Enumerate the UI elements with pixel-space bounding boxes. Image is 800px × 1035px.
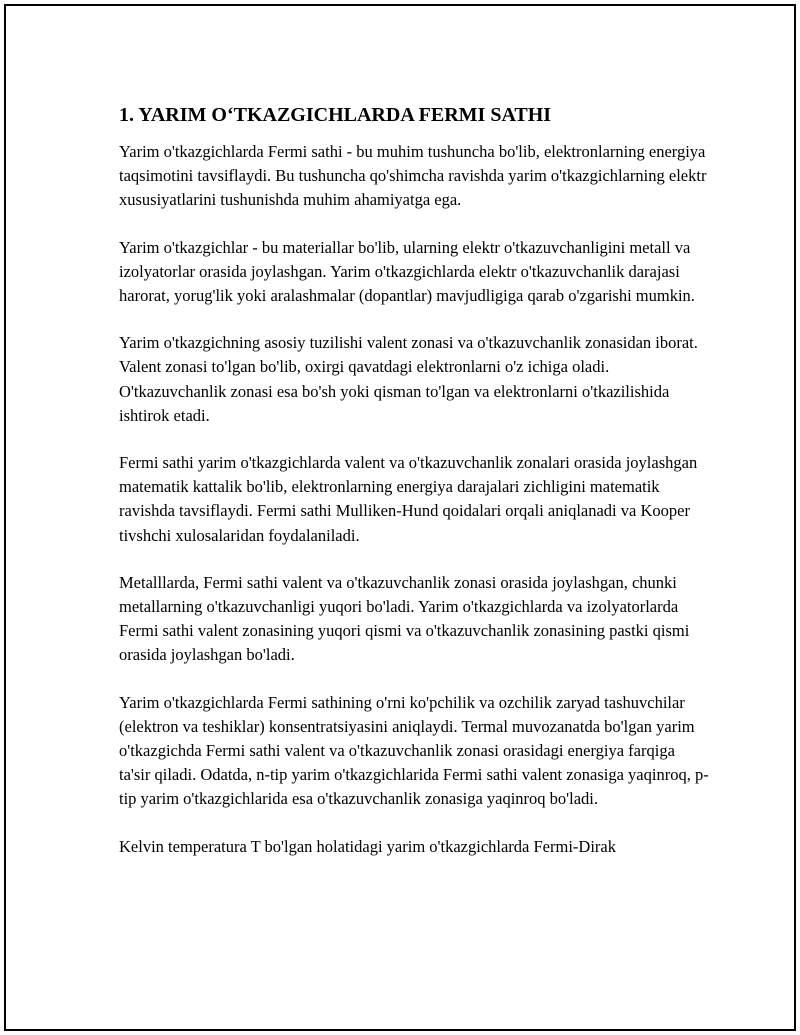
paragraph-3: Yarim o'tkazgichning asosiy tuzilishi valent zonasi va o'tkazuvchanlik zonasidan iborat. Valent zonasi to'lgan bo'lib, oxirgi qavatdagi elektronlarni o'z ichiga oladi. O'tkazuvchanlik zonasi esa bo'sh yoki qisman to'lgan va elektronlarni o'tkazilishida ishtirok etadi. bbox=[119, 333, 698, 425]
page-frame bbox=[4, 4, 796, 1031]
paragraph-7: Kelvin temperatura T bo'lgan holatidagi yarim o'tkazgichlarda Fermi-Dirak bbox=[119, 836, 616, 856]
paragraph-4: Fermi sathi yarim o'tkazgichlarda valent va o'tkazuvchanlik zonalari orasida joylashgan matematik kattalik bo'lib, elektronlarning energiya darajalari zichligini matematik ravishda tavsiflaydi. Fermi sathi Mulliken-Hund qoidalari orqali aniqlanadi va Kooper tivshchi xulosalaridan foydalaniladi. bbox=[119, 453, 698, 545]
paragraph-6: Yarim o'tkazgichlarda Fermi sathining o'rni ko'pchilik va ozchilik zaryad tashuvchilar (elektron va teshiklar) konsentratsiyasini aniqlaydi. Termal muvozanatda bo'lgan yarim o'tkazgichda Fermi sathi valent va o'tkazuvchanlik zonasi orasidagi energiya farqiga ta'sir qiladi. Odatda, n-tip yarim o'tkazgichlarida Fermi sathi valent zonasiga yaqinroq, p-tip yarim o'tkazgichlarida esa o'tkazuvchanlik zonasiga yaqinroq bo'ladi. bbox=[119, 692, 709, 809]
paragraph-5: Metalllarda, Fermi sathi valent va o'tkazuvchanlik zonasi orasida joylashgan, chunki metallarning o'tkazuvchanligi yuqori bo'ladi. Yarim o'tkazgichlarda va izolyatorlarda Fermi sathi valent zonasining yuqori qismi va o'tkazuvchanlik zonasining pastki qismi orasida joylashgan bo'ladi. bbox=[119, 572, 690, 665]
paragraph-2: Yarim o'tkazgichlar - bu materiallar bo'lib, ularning elektr o'tkazuvchanligini metall va izolyatorlar orasida joylashgan. Yarim o'tkazgichlarda elektr o'tkazuvchanlik darajasi harorat, yorug'lik yoki aralashmalar (dopantlar) mavjudligiga qarab o'zgarishi mumkin. bbox=[119, 237, 695, 306]
document-body bbox=[119, 102, 709, 882]
section-heading: 1. YARIM O‘TKAZGICHLARDA FERMI SATHI bbox=[119, 104, 552, 126]
paragraph-1: Yarim o'tkazgichlarda Fermi sathi - bu muhim tushuncha bo'lib, elektronlarning energiya taqsimotini tavsiflaydi. Bu tushuncha qo'shimcha ravishda yarim o'tkazgichlarning elektr xususiyatlarini tushunishda muhim ahamiyatga ega. bbox=[119, 142, 707, 210]
